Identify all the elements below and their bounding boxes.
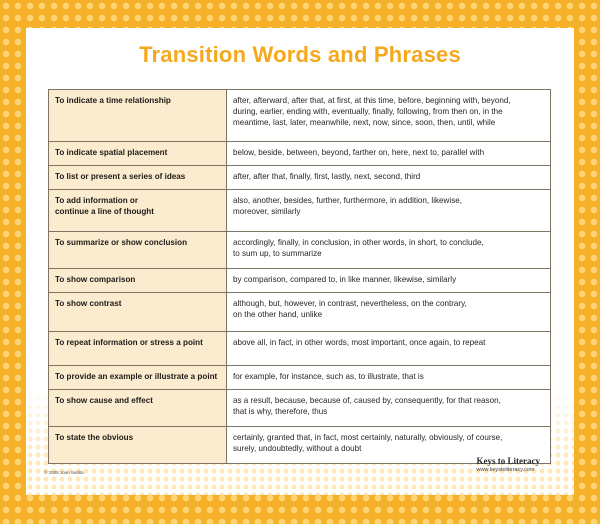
purpose-label: [49, 90, 227, 142]
transition-words: [227, 366, 551, 390]
transition-words-line: below, beside, between, beyond, farther on, here, next to, parallel with: [233, 148, 485, 157]
transition-words: [227, 90, 551, 142]
purpose-label: [49, 390, 227, 427]
table-row: [49, 390, 551, 427]
table-row: [49, 269, 551, 293]
transition-words-line: although, but, however, in contrast, nevertheless, on the contrary,: [233, 299, 467, 308]
transition-words-line: surely, undoubtedly, without a doubt: [233, 444, 362, 453]
transition-words: [227, 190, 551, 232]
transition-words-line: accordingly, finally, in conclusion, in other words, in short, to conclude,: [233, 238, 484, 247]
transition-words-line: above all, in fact, in other words, most important, once again, to repeat: [233, 338, 486, 347]
transition-words-line: certainly, granted that, in fact, most certainly, naturally, obviously, of course,: [233, 433, 503, 442]
transition-words-line: meantime, last, later, meanwhile, next, now, since, soon, then, until, while: [233, 118, 496, 127]
transition-words: [227, 332, 551, 366]
page-title: Transition Words and Phrases: [139, 42, 461, 67]
purpose-label: [49, 142, 227, 166]
purpose-label-line: To add information or: [55, 196, 139, 205]
transition-words: [227, 390, 551, 427]
purpose-label-line: To list or present a series of ideas: [55, 172, 186, 181]
transition-words: [227, 293, 551, 332]
transition-words-line: to sum up, to summarize: [233, 249, 322, 258]
table-row: [49, 142, 551, 166]
purpose-label-line: To indicate a time relationship: [55, 96, 171, 105]
table-row: [49, 366, 551, 390]
transition-words-line: also, another, besides, further, furthermore, in addition, likewise,: [233, 196, 462, 205]
purpose-label-line: To provide an example or illustrate a point: [55, 372, 218, 381]
purpose-label-line: To show cause and effect: [55, 396, 153, 405]
brand-name: Keys to Literacy: [476, 456, 540, 466]
transition-table: [48, 89, 551, 464]
purpose-label: [49, 190, 227, 232]
table-row: [49, 293, 551, 332]
purpose-label-line: To state the obvious: [55, 433, 134, 442]
table-row: [49, 190, 551, 232]
transition-words-line: by comparison, compared to, in like manner, likewise, similarly: [233, 275, 457, 284]
purpose-label-line: To repeat information or stress a point: [55, 338, 203, 347]
table-row: [49, 427, 551, 464]
purpose-label-line: To indicate spatial placement: [55, 148, 168, 157]
purpose-label-line: To show comparison: [55, 275, 136, 284]
transition-words: [227, 269, 551, 293]
copyright-text: © 2008 Joan Sedita: [44, 470, 84, 475]
table-row: [49, 232, 551, 269]
purpose-label: [49, 232, 227, 269]
purpose-label: [49, 332, 227, 366]
transition-words-line: after, after that, finally, first, lastly, next, second, third: [233, 172, 421, 181]
transition-words-line: for example, for instance, such as, to illustrate, that is: [233, 372, 424, 381]
table-row: [49, 90, 551, 142]
brand-url: www.keystoliteracy.com: [476, 467, 535, 473]
purpose-label: [49, 269, 227, 293]
transition-words-line: after, afterward, after that, at first, at this time, before, beginning with, beyond,: [233, 96, 511, 105]
content-card: [26, 28, 574, 495]
purpose-label: [49, 293, 227, 332]
transition-words-line: on the other hand, unlike: [233, 310, 323, 319]
transition-words-line: that is why, therefore, thus: [233, 407, 328, 416]
brand-logo: [477, 456, 540, 473]
transition-words-line: as a result, because, because of, caused by, consequently, for that reason,: [233, 396, 501, 405]
transition-words: [227, 166, 551, 190]
transition-words-line: moreover, similarly: [233, 207, 301, 216]
purpose-label-line: To summarize or show conclusion: [55, 238, 188, 247]
transition-words: [227, 142, 551, 166]
table-row: [49, 332, 551, 366]
purpose-label-line: To show contrast: [55, 299, 122, 308]
transition-words: [227, 232, 551, 269]
transition-words-line: during, earlier, ending with, eventually, finally, following, from then on, in the: [233, 107, 503, 116]
table-row: [49, 166, 551, 190]
purpose-label: [49, 166, 227, 190]
purpose-label: [49, 427, 227, 464]
purpose-label: [49, 366, 227, 390]
purpose-label-line: continue a line of thought: [55, 207, 154, 216]
